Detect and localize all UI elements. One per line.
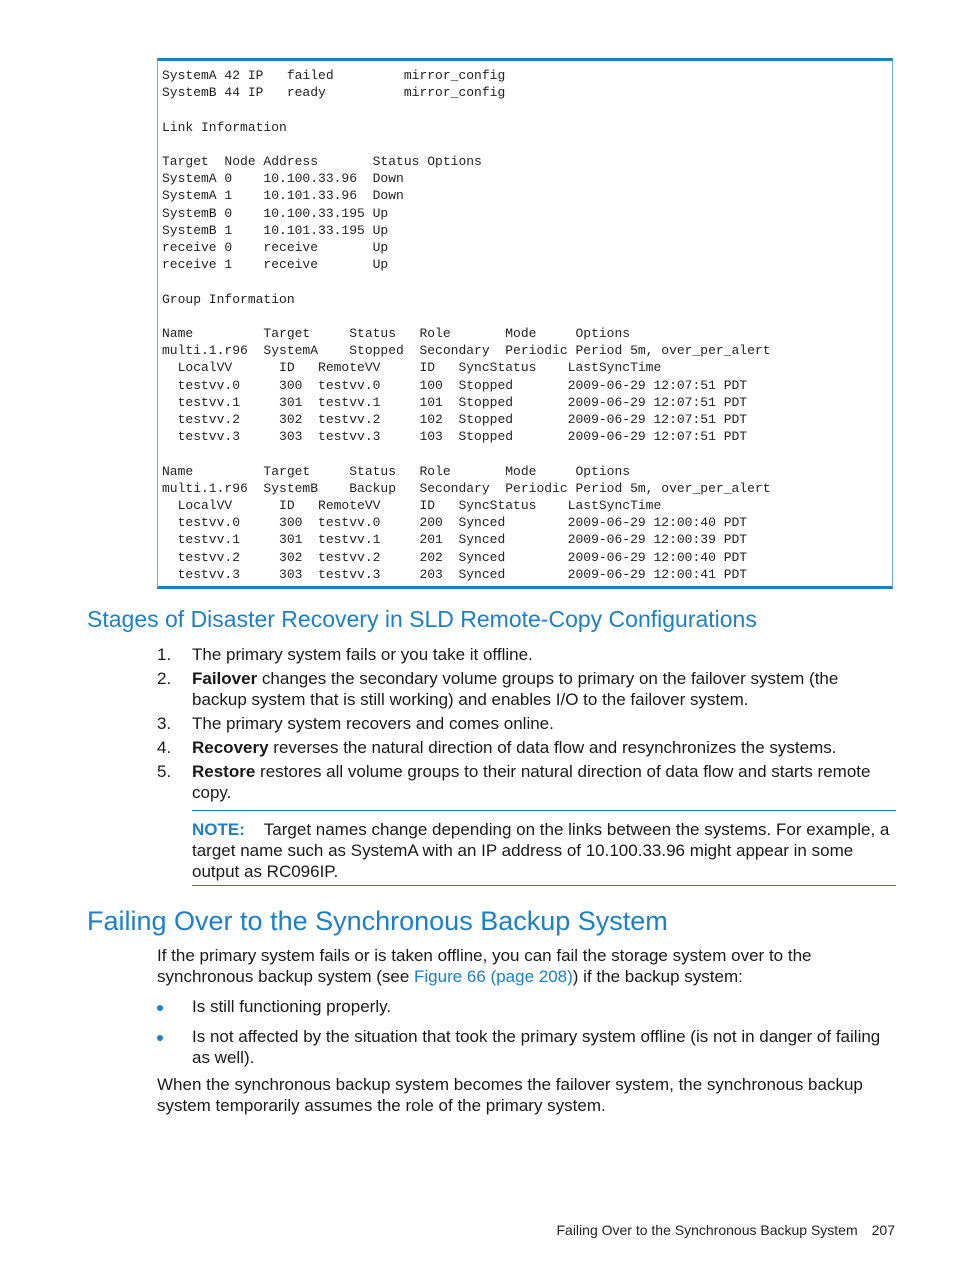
step-item [192,737,896,758]
bullet-dot-icon [157,1035,163,1041]
cli-output-text: SystemA 42 IP failed mirror_config SystemB 44 IP ready mirror_config Link Information Target Node Address Status Options SystemA 0 10.100.33.96 Down SystemA 1 10.101.33.96 Down SystemB 0 10.100.33.195 Up SystemB 1 10.101.33.195 Up receive 0 receive Up receive 1 receive Up Group Information Name Target Status Role Mode Options multi.1.r96 SystemA Stopped Secondary Periodic Period 5m, over_per_alert LocalVV ID RemoteVV ID SyncStatus LastSyncTime testvv.0 300 testvv.0 100 Stopped 2009-06-29 12:07:51 PDT testvv.1 301 testvv.1 101 Stopped 2009-06-29 12:07:51 PDT testvv.2 302 testvv.2 102 Stopped 2009-06-29 12:07:51 PDT testvv.3 303 testvv.3 103 Stopped 2009-06-29 12:07:51 PDT Name Target Status Role Mode Options multi.1.r96 SystemB Backup Secondary Periodic Period 5m, over_per_alert LocalVV ID RemoteVV ID SyncStatus LastSyncTime testvv.0 300 testvv.0 200 Synced 2009-06-29 12:00:40 PDT testvv.1 301 testvv.1 201 Synced 2009-06-29 12:00:39 PDT testvv.2 302 testvv.2 202 Synced 2009-06-29 12:00:40 PDT testvv.3 303 testvv.3 203 Synced 2009-06-29 12:00:41 PDT [162,68,771,582]
bullet-item: Is not affected by the situation that took the primary system offline (is not in danger of failing as well). [192,1027,881,1067]
failover-intro [157,945,897,987]
bullet-item: Is still functioning properly. [192,997,392,1016]
step-number: 2. [157,669,172,688]
step-bold-term: Restore [192,762,256,781]
step-item [192,668,896,710]
step-number: 1. [157,645,172,664]
page-footer [520,1222,895,1238]
step-item [192,761,896,803]
step-number: 5. [157,762,172,781]
intro-text-after: ) if the backup system: [572,967,743,986]
footer-title: Failing Over to the Synchronous Backup System [556,1222,858,1238]
note-label: NOTE: [192,820,245,839]
step-item [192,713,896,734]
step-number: 3. [157,714,172,733]
step-text: The primary system recovers and comes online. [192,714,554,733]
intro-text-before: If the primary system fails or is taken offline, you can fail the storage system over to the synchronous backup system (see [157,946,812,986]
note-text: Target names change depending on the links between the systems. For example, a target name such as SystemA with an IP address of 10.100.33.96 might appear in some output as RC096IP. [192,820,890,881]
step-bold-term: Recovery [192,738,269,757]
step-text: restores all volume groups to their natural direction of data flow and starts remote copy. [192,762,871,802]
step-text: changes the secondary volume groups to primary on the failover system (the backup system that is still working) and enables I/O to the failover system. [192,669,839,709]
section-heading-stages: Stages of Disaster Recovery in SLD Remote-Copy Configurations [87,606,757,632]
step-text: The primary system fails or you take it offline. [192,645,533,664]
page-number: 207 [871,1222,895,1238]
bullet-dot-icon [157,1005,163,1011]
closing-paragraph: When the synchronous backup system becomes the failover system, the synchronous backup system temporarily assumes the role of the primary system. [157,1075,863,1115]
step-item [192,644,896,665]
figure-link[interactable]: Figure 66 (page 208) [414,967,573,986]
step-bold-term: Failover [192,669,258,688]
note-box [192,810,896,886]
step-number: 4. [157,738,172,757]
note-paragraph [192,819,892,882]
cli-output-block [157,58,893,589]
step-text: reverses the natural direction of data flow and resynchronizes the systems. [268,738,837,757]
section-heading-failover: Failing Over to the Synchronous Backup System [87,906,668,936]
